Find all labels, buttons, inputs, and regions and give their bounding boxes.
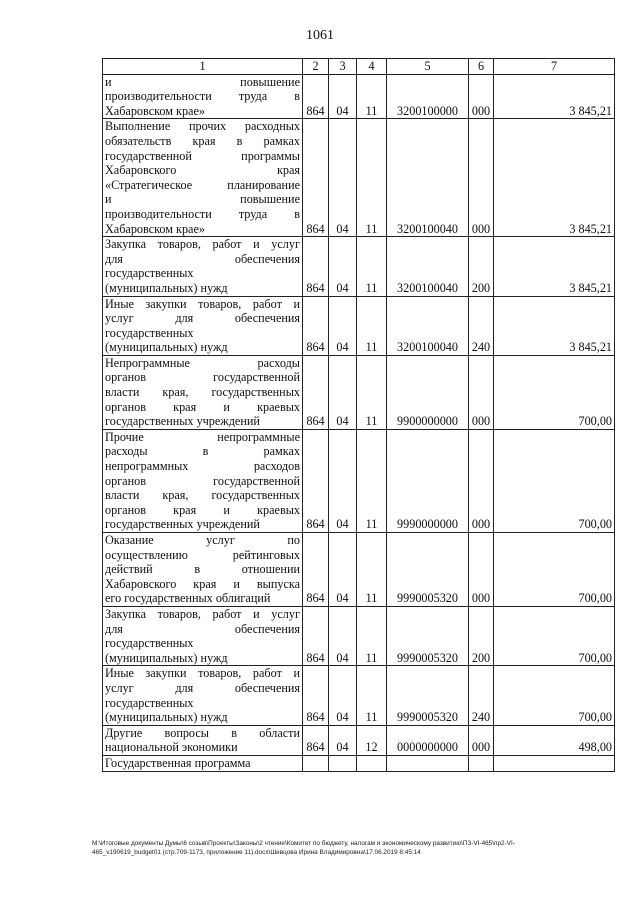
col-3-cell: 04	[329, 666, 357, 725]
col-2-cell: 864	[303, 533, 329, 607]
amount-cell: 700,00	[494, 355, 615, 429]
table-row	[103, 725, 615, 755]
col-5-cell: 9990000000	[387, 429, 469, 532]
col-6-cell: 000	[469, 429, 494, 532]
table-row	[103, 533, 615, 607]
row-name-cell	[103, 355, 303, 429]
col-3-cell	[329, 755, 357, 771]
amount-cell	[494, 755, 615, 771]
table-row	[103, 429, 615, 532]
amount-cell: 700,00	[494, 606, 615, 665]
row-name-line: Оказание услуг по	[105, 533, 300, 547]
row-name-line: Закупка товаров, работ и услуг	[105, 606, 300, 621]
col-6-cell: 200	[469, 237, 494, 296]
col-4-cell: 11	[357, 237, 387, 296]
col-2-cell: 864	[303, 296, 329, 355]
col-4-cell: 11	[357, 296, 387, 355]
col-5-cell: 3200100040	[387, 119, 469, 237]
header-cell-2: 2	[303, 59, 329, 75]
header-cell-3: 3	[329, 59, 357, 75]
row-name-cell	[103, 296, 303, 355]
row-name-line: расходы в рамках	[105, 444, 300, 459]
col-4-cell: 12	[357, 725, 387, 755]
table-row	[103, 119, 615, 237]
row-name-line: Прочие непрограммные	[105, 429, 300, 444]
col-4-cell: 11	[357, 119, 387, 237]
amount-cell: 3 845,21	[494, 237, 615, 296]
row-name-cell	[103, 237, 303, 296]
row-name-line: Государственная программа	[105, 755, 251, 770]
row-name-line: производительности труда в	[105, 89, 300, 104]
col-6-cell: 240	[469, 666, 494, 725]
col-6-cell: 000	[469, 74, 494, 119]
footer-line-1: М:\Итоговые документы Думы\6 созыв\Проекты\Законы\2 чтение\Комитет по бюджету, налогам и экономическому развитию\ПЗ-VI-465\пр2-VI-	[92, 840, 515, 847]
header-cell-4: 4	[357, 59, 387, 75]
row-name-line: (муниципальных) нужд	[105, 710, 228, 725]
col-5-cell	[387, 755, 469, 771]
row-name-line: государственной программы	[105, 148, 300, 163]
row-name-line: его государственных облигаций	[105, 591, 271, 606]
row-name-line: Хабаровском крае»	[105, 103, 205, 118]
col-3-cell: 04	[329, 355, 357, 429]
table-row	[103, 237, 615, 296]
row-name-line: действий в отношении	[105, 562, 300, 577]
row-name-cell	[103, 725, 303, 755]
page-number: 1061	[306, 28, 334, 43]
row-name-line: производительности труда в	[105, 206, 300, 221]
amount-cell: 3 845,21	[494, 74, 615, 119]
table-row	[103, 355, 615, 429]
row-name-line: Хабаровского края и выпуска	[105, 576, 300, 591]
col-2-cell: 864	[303, 666, 329, 725]
header-cell-5: 5	[387, 59, 469, 75]
row-name-cell	[103, 119, 303, 237]
table-row	[103, 74, 615, 119]
header-cell-1: 1	[103, 59, 303, 75]
row-name-line: государственных	[105, 325, 194, 340]
col-4-cell: 11	[357, 429, 387, 532]
col-6-cell: 000	[469, 119, 494, 237]
row-name-line: Другие вопросы в области	[105, 725, 300, 740]
row-name-line: непрограммных расходов	[105, 459, 300, 474]
col-4-cell: 11	[357, 74, 387, 119]
row-name-line: и повышение	[105, 74, 300, 89]
col-4-cell	[357, 755, 387, 771]
col-2-cell: 864	[303, 119, 329, 237]
col-4-cell: 11	[357, 606, 387, 665]
row-name-line: органов края и краевых	[105, 502, 300, 517]
row-name-cell	[103, 606, 303, 665]
amount-cell: 498,00	[494, 725, 615, 755]
row-name-line: (муниципальных) нужд	[105, 340, 228, 355]
row-name-line: и повышение	[105, 192, 300, 207]
row-name-line: осуществлению рейтинговых	[105, 547, 300, 562]
row-name-line: Хабаровского края	[105, 163, 300, 178]
row-name-line: (муниципальных) нужд	[105, 280, 228, 295]
col-3-cell: 04	[329, 237, 357, 296]
row-name-line: Выполнение прочих расходных	[105, 119, 300, 134]
col-6-cell: 000	[469, 355, 494, 429]
header-cell-6: 6	[469, 59, 494, 75]
row-name-line: органов края и краевых	[105, 399, 300, 414]
row-name-line: органов государственной	[105, 473, 300, 488]
col-5-cell: 3200100000	[387, 74, 469, 119]
row-name-line: услуг для обеспечения	[105, 311, 300, 326]
amount-cell: 700,00	[494, 429, 615, 532]
row-name-line: Иные закупки товаров, работ и	[105, 666, 300, 681]
table-row	[103, 755, 615, 771]
row-name-line: (муниципальных) нужд	[105, 650, 228, 665]
row-name-line: Хабаровском крае»	[105, 221, 205, 236]
col-2-cell: 864	[303, 429, 329, 532]
col-4-cell: 11	[357, 355, 387, 429]
col-3-cell: 04	[329, 74, 357, 119]
col-5-cell: 0000000000	[387, 725, 469, 755]
row-name-line: государственных	[105, 695, 194, 710]
col-5-cell: 9900000000	[387, 355, 469, 429]
col-4-cell: 11	[357, 533, 387, 607]
amount-cell: 3 845,21	[494, 119, 615, 237]
row-name-line: государственных	[105, 266, 194, 281]
row-name-line: органов государственной	[105, 370, 300, 385]
row-name-cell	[103, 755, 303, 771]
row-name-line: Иные закупки товаров, работ и	[105, 296, 300, 311]
col-3-cell: 04	[329, 606, 357, 665]
col-2-cell: 864	[303, 237, 329, 296]
col-6-cell	[469, 755, 494, 771]
table-body	[103, 74, 615, 771]
row-name-cell	[103, 429, 303, 532]
row-name-line: для обеспечения	[105, 251, 300, 266]
col-4-cell: 11	[357, 666, 387, 725]
col-5-cell: 9990005320	[387, 666, 469, 725]
row-name-cell	[103, 533, 303, 607]
col-2-cell	[303, 755, 329, 771]
table-row	[103, 296, 615, 355]
col-3-cell: 04	[329, 429, 357, 532]
row-name-cell	[103, 74, 303, 119]
row-name-line: государственных учреждений	[105, 414, 260, 429]
col-2-cell: 864	[303, 725, 329, 755]
col-6-cell: 000	[469, 725, 494, 755]
col-5-cell: 3200100040	[387, 296, 469, 355]
col-6-cell: 240	[469, 296, 494, 355]
col-3-cell: 04	[329, 725, 357, 755]
amount-cell: 3 845,21	[494, 296, 615, 355]
col-6-cell: 200	[469, 606, 494, 665]
col-3-cell: 04	[329, 296, 357, 355]
row-name-line: «Стратегическое планирование	[105, 177, 300, 192]
row-name-line: государственных	[105, 636, 194, 651]
row-name-line: Закупка товаров, работ и услуг	[105, 237, 300, 252]
col-5-cell: 9990005320	[387, 533, 469, 607]
amount-cell: 700,00	[494, 533, 615, 607]
table-row	[103, 606, 615, 665]
col-2-cell: 864	[303, 74, 329, 119]
row-name-line: власти края, государственных	[105, 488, 300, 503]
amount-cell: 700,00	[494, 666, 615, 725]
table-header-row	[103, 59, 615, 75]
row-name-line: обязательств края в рамках	[105, 133, 300, 148]
row-name-cell	[103, 666, 303, 725]
col-5-cell: 9990005320	[387, 606, 469, 665]
budget-table	[102, 58, 615, 772]
row-name-line: национальной экономики	[105, 740, 238, 755]
row-name-line: Непрограммные расходы	[105, 355, 300, 370]
col-2-cell: 864	[303, 355, 329, 429]
document-path-footer	[92, 840, 622, 857]
footer-line-2: 465_v190619_budget01 (стр.709-1173, приложение 11).docx\Шевцова Ирина Владимировна\17.06.2019 8:45:14	[92, 848, 421, 856]
row-name-line: услуг для обеспечения	[105, 680, 300, 695]
col-3-cell: 04	[329, 533, 357, 607]
header-cell-7: 7	[494, 59, 615, 75]
row-name-line: государственных учреждений	[105, 517, 260, 532]
col-2-cell: 864	[303, 606, 329, 665]
col-5-cell: 3200100040	[387, 237, 469, 296]
row-name-line: власти края, государственных	[105, 385, 300, 400]
row-name-line: для обеспечения	[105, 621, 300, 636]
table-row	[103, 666, 615, 725]
col-3-cell: 04	[329, 119, 357, 237]
col-6-cell: 000	[469, 533, 494, 607]
